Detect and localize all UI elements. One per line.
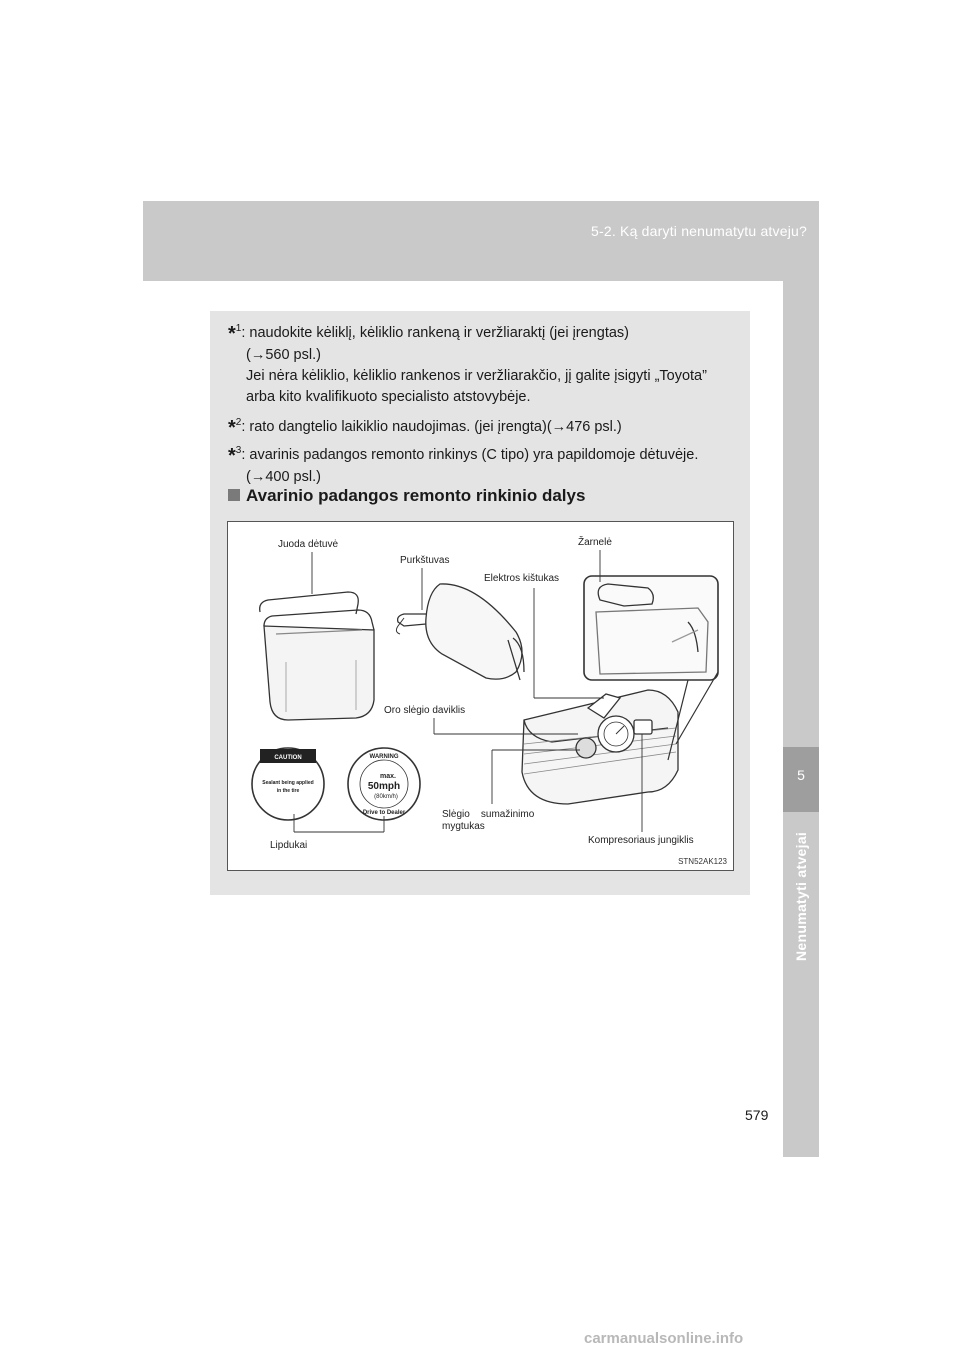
watermark: carmanualsonline.info <box>584 1330 744 1347</box>
side-tab-top <box>783 281 819 747</box>
label-nozzle: Purkštuvas <box>400 555 450 566</box>
compressor-drawing <box>522 672 718 804</box>
section-heading-text: Avarinio padangos remonto rinkinio dalys <box>246 486 586 505</box>
sealant-bottle-drawing <box>396 584 524 680</box>
section-header-title: 5-2. Ką daryti nenumatytu atveju? <box>591 223 807 239</box>
label-power-plug: Elektros kištukas <box>484 573 560 584</box>
chapter-number: 5 <box>797 767 805 783</box>
note-text: : avarinis padangos remonto rinkinys (C tipo) yra papildomoje dėtuvėje. <box>241 447 699 463</box>
note-ref: (→560 psl.) <box>246 347 321 363</box>
note-1-continued <box>228 366 746 408</box>
figure-code: STN52AK123 <box>678 857 727 866</box>
note-text: Jei nėra kėliklio, kėliklio rankenos ir veržliarakčio, jį galite įsigyti „Toyota” <box>246 368 707 384</box>
caution-sticker-line2: in the tire <box>276 788 300 794</box>
note-text: arba kito kvalifikuoto specialisto atstovybėje. <box>246 389 531 405</box>
label-stickers: Lipdukai <box>270 840 308 851</box>
repair-kit-figure <box>227 521 734 871</box>
footnote-number: 2 <box>235 417 242 428</box>
label-pressure-release-line2: mygtukas <box>442 821 485 832</box>
hose-inset-drawing <box>584 576 718 680</box>
note-text: : naudokite kėliklį, kėliklio rankeną ir veržliaraktį (jei įrengtas) <box>241 325 629 341</box>
note-3 <box>228 440 738 488</box>
header-bar <box>143 201 819 281</box>
page-number: 579 <box>745 1107 769 1123</box>
storage-bag-drawing <box>260 592 374 720</box>
note-2 <box>228 412 738 439</box>
asterisk-marker: * <box>228 445 236 467</box>
label-pressure-release <box>442 809 534 833</box>
warning-sticker-title: WARNING <box>369 754 399 760</box>
label-hose: Žarnelė <box>578 537 612 548</box>
asterisk-marker: * <box>228 417 236 439</box>
warning-sticker-max: max. <box>380 773 396 780</box>
footnote-number: 1 <box>235 323 242 334</box>
footnote-number: 3 <box>235 445 242 456</box>
note-1 <box>228 318 738 366</box>
caution-sticker-title: CAUTION <box>274 755 302 761</box>
section-heading <box>228 486 585 506</box>
label-pressure-release-line1: Slėgio sumažinimo <box>442 809 535 820</box>
chapter-label: Nenumatyti atvejai <box>793 832 809 962</box>
label-pressure-gauge: Oro slėgio daviklis <box>384 705 466 716</box>
label-compressor-switch: Kompresoriaus jungiklis <box>588 835 694 846</box>
note-ref: (→400 psl.) <box>246 469 321 485</box>
side-tab-chapter <box>783 747 819 812</box>
warning-sticker-bottom: Drive to Dealer <box>362 810 406 816</box>
asterisk-marker: * <box>228 323 236 345</box>
note-text: : rato dangtelio laikiklio naudojimas. (jei įrengta)(→476 psl.) <box>241 419 622 435</box>
caution-sticker-line1: Sealant being applied <box>262 780 314 786</box>
warning-sticker-speed: 50mph <box>367 781 401 792</box>
warning-sticker-kmh: (80km/h) <box>374 794 398 800</box>
square-bullet-icon <box>228 489 240 501</box>
label-storage-bag: Juoda dėtuvė <box>278 539 339 550</box>
side-tab-bottom <box>783 812 819 1157</box>
